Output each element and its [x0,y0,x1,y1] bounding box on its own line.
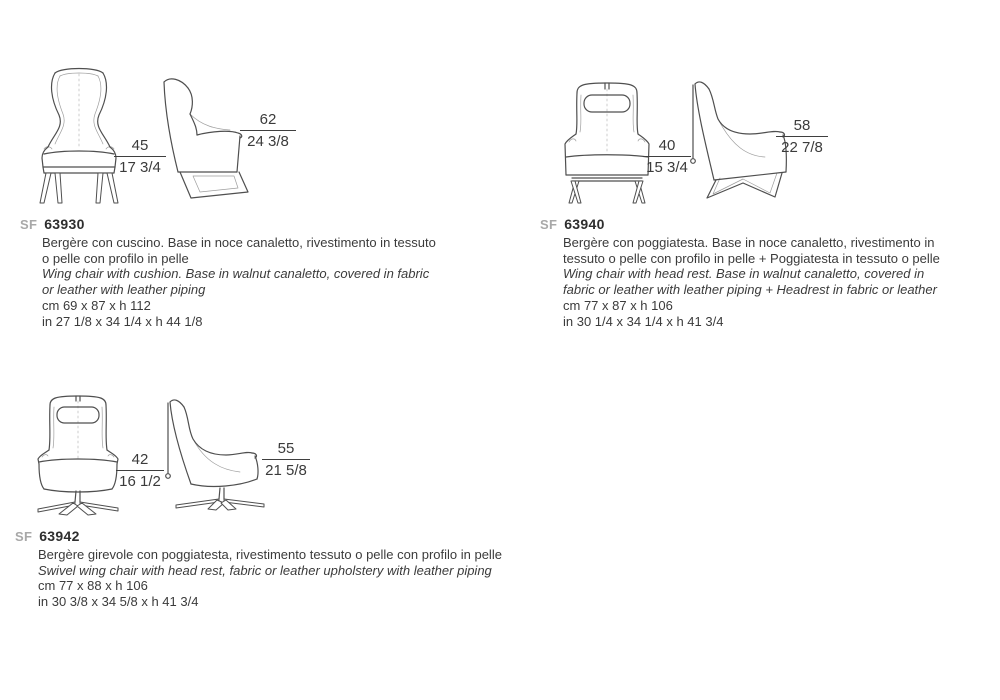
description-italian: tessuto o pelle con profilo in pelle + Poggiatesta in tessuto o pelle [563,250,940,266]
product-block-63940 [540,60,1000,350]
collection-code-label: SF [20,217,38,232]
collection-code-label: SF [15,529,33,544]
dimension-label [643,137,691,176]
dimension-in-value: 24 3/8 [247,133,289,150]
dimension-in-value: 17 3/4 [119,159,161,176]
dimension-in-value: 22 7/8 [781,139,823,156]
product-number: 63942 [39,528,80,544]
dimension-cm-value: 40 [643,137,691,157]
dimension-cm-value: 55 [262,440,310,460]
size-in: in 30 3/8 x 34 5/8 x h 41 3/4 [38,594,199,610]
size-cm: cm 77 x 88 x h 106 [38,578,148,594]
description-italian: Bergère girevole con poggiatesta, rivestimento tessuto o pelle con profilo in pelle [38,547,502,562]
description-english: Swivel wing chair with head rest, fabric or leather upholstery with leather piping [38,562,492,578]
description-english: Wing chair with cushion. Base in walnut canaletto, covered in fabric [42,266,430,282]
product-number: 63940 [564,216,605,232]
dimension-cm-value: 58 [776,117,828,137]
dimension-cm-value: 42 [116,451,164,471]
dimension-label [116,451,164,490]
description-italian: Bergère con poggiatesta. Base in noce canaletto, rivestimento in [563,235,935,250]
product-header [540,216,940,233]
dimension-in-value: 21 5/8 [265,462,307,479]
dimension-label [776,117,828,156]
product-block-63942 [0,385,540,635]
description-italian: o pelle con profilo in pelle [42,250,189,266]
chair-front-view-drawing [38,66,120,206]
product-block-63930 [0,60,510,350]
product-header [20,216,436,233]
description-english: or leather with leather piping [42,282,206,298]
dimension-in-value: 15 3/4 [646,159,688,176]
chair-front-view-drawing [35,392,121,524]
description-english: fabric or leather with leather piping + Headrest in fabric or leather [563,282,937,298]
description-italian: Bergère con cuscino. Base in noce canaletto, rivestimento in tessuto [42,235,436,250]
dimension-in-value: 16 1/2 [119,473,161,490]
chair-side-view-drawing [150,66,250,206]
product-header [15,528,502,545]
chair-front-view-drawing [562,64,652,206]
dimension-cm-value: 62 [240,111,296,131]
dimension-label [114,137,166,176]
collection-code-label: SF [540,217,558,232]
size-in: in 27 1/8 x 34 1/4 x h 44 1/8 [42,313,203,329]
size-in: in 30 1/4 x 34 1/4 x h 41 3/4 [563,313,724,329]
size-cm: cm 77 x 87 x h 106 [563,297,673,313]
dimension-label [240,111,296,150]
dimension-cm-value: 45 [114,137,166,157]
product-number: 63930 [44,216,85,232]
description-english: Wing chair with head rest. Base in walnut canaletto, covered in [563,266,925,282]
dimension-label [262,440,310,479]
size-cm: cm 69 x 87 x h 112 [42,297,151,313]
chair-side-view-drawing [160,390,272,523]
